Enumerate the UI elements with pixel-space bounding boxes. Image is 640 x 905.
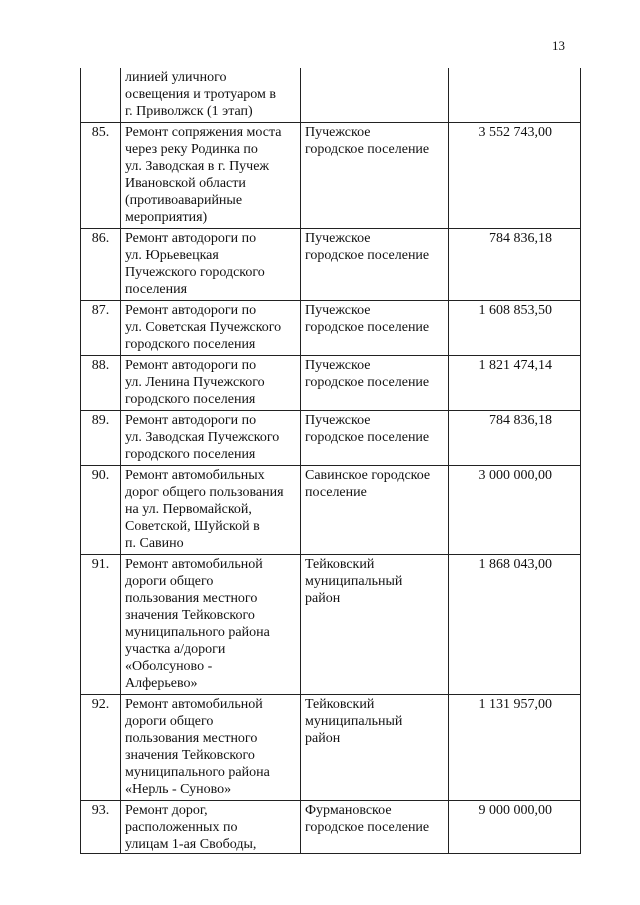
- table-row: [81, 695, 581, 801]
- municipality: Пучежское городское поселение: [301, 229, 449, 301]
- table-row: [81, 229, 581, 301]
- amount: 9 000 000,00: [449, 801, 581, 854]
- row-number: 93.: [81, 801, 121, 854]
- table-row: [81, 68, 581, 123]
- work-description: Ремонт автодороги по ул. Ленина Пучежского городского поселения: [121, 356, 301, 411]
- amount: [449, 68, 581, 123]
- municipality: Пучежское городское поселение: [301, 301, 449, 356]
- amount: 1 868 043,00: [449, 555, 581, 695]
- row-number: 92.: [81, 695, 121, 801]
- work-description: Ремонт дорог, расположенных по улицам 1-ая Свободы,: [121, 801, 301, 854]
- municipality: Фурмановское городское поселение: [301, 801, 449, 854]
- amount: 784 836,18: [449, 229, 581, 301]
- row-number: 91.: [81, 555, 121, 695]
- row-number: [81, 68, 121, 123]
- table-row: [81, 356, 581, 411]
- row-number: 89.: [81, 411, 121, 466]
- municipality: [301, 68, 449, 123]
- municipality: Пучежское городское поселение: [301, 123, 449, 229]
- work-description: Ремонт автомобильной дороги общего пользования местного значения Тейковского муниципального района участка а/дороги «Оболсуново - Алферьево»: [121, 555, 301, 695]
- row-number: 90.: [81, 466, 121, 555]
- municipality: Савинское городское поселение: [301, 466, 449, 555]
- amount: 3 552 743,00: [449, 123, 581, 229]
- table-row: [81, 555, 581, 695]
- amount: 1 131 957,00: [449, 695, 581, 801]
- amount: 1 608 853,50: [449, 301, 581, 356]
- page-number: 13: [552, 38, 565, 53]
- work-description: Ремонт автомобильных дорог общего пользования на ул. Первомайской, Советской, Шуйской в п. Савино: [121, 466, 301, 555]
- amount: 1 821 474,14: [449, 356, 581, 411]
- work-description: линией уличного освещения и тротуаром в г. Приволжск (1 этап): [121, 68, 301, 123]
- amount: 784 836,18: [449, 411, 581, 466]
- amount: 3 000 000,00: [449, 466, 581, 555]
- table-row: [81, 123, 581, 229]
- municipality: Тейковский муниципальный район: [301, 695, 449, 801]
- table-row: [81, 801, 581, 854]
- municipality: Тейковский муниципальный район: [301, 555, 449, 695]
- work-description: Ремонт сопряжения моста через реку Родинка по ул. Заводская в г. Пучеж Ивановской области (противоаварийные мероприятия): [121, 123, 301, 229]
- work-description: Ремонт автодороги по ул. Заводская Пучежского городского поселения: [121, 411, 301, 466]
- roads-table: [80, 68, 581, 854]
- work-description: Ремонт автомобильной дороги общего пользования местного значения Тейковского муниципального района «Нерль - Суново»: [121, 695, 301, 801]
- table-row: [81, 301, 581, 356]
- row-number: 86.: [81, 229, 121, 301]
- row-number: 88.: [81, 356, 121, 411]
- municipality: Пучежское городское поселение: [301, 411, 449, 466]
- row-number: 85.: [81, 123, 121, 229]
- table-row: [81, 466, 581, 555]
- municipality: Пучежское городское поселение: [301, 356, 449, 411]
- row-number: 87.: [81, 301, 121, 356]
- work-description: Ремонт автодороги по ул. Юрьевецкая Пучежского городского поселения: [121, 229, 301, 301]
- table-row: [81, 411, 581, 466]
- work-description: Ремонт автодороги по ул. Советская Пучежского городского поселения: [121, 301, 301, 356]
